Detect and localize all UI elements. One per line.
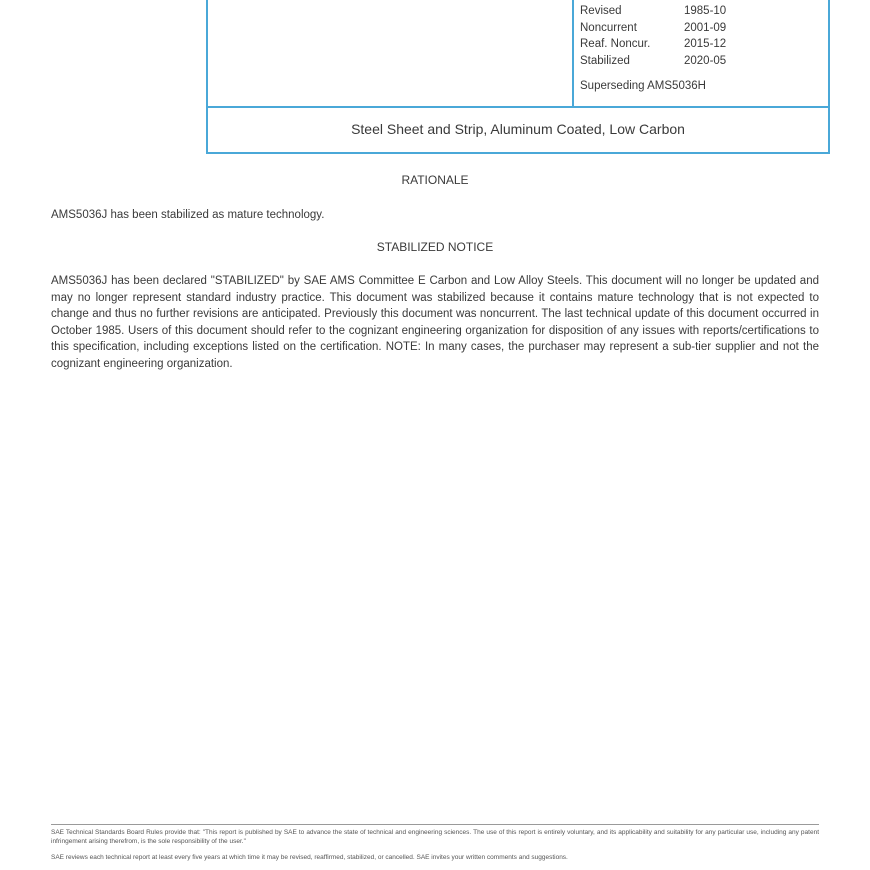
document-title: Steel Sheet and Strip, Aluminum Coated, Low Carbon	[351, 121, 685, 137]
date-label: Revised	[580, 5, 622, 17]
date-value: 2020-05	[684, 54, 727, 67]
document-header-box	[206, 0, 830, 154]
date-label: Noncurrent	[580, 21, 637, 34]
superseding-note: Superseding AMS5036H	[580, 80, 706, 92]
date-value: 1985-10	[684, 5, 727, 17]
footer-review-note: SAE reviews each technical report at least every five years at which time it may be revised, reaffirmed, stabilized, or cancelled. SAE invites your written comments and suggestions.	[51, 854, 568, 861]
date-label: Stabilized	[580, 54, 630, 67]
stabilized-notice-text: AMS5036J has been declared "STABILIZED" by SAE AMS Committee E Carbon and Low Alloy Steels. This document will no longer be updated and may no longer represent standard industry practice. This document was stabilized because it contains mature technology that is not expected to change and thus no further revisions are anticipated. Previously this document was noncurrent. The last technical update of this document occurred in October 1985. Users of this document should refer to the cognizant engineering organization for disposition of any issues with reports/certifications to this specification, including exceptions listed on the certification. NOTE: In many cases, the purchaser may represent a sub-tier supplier and not the cognizant engineering organization.	[51, 275, 819, 370]
footer-rule	[51, 824, 819, 825]
stabilized-notice-heading: STABILIZED NOTICE	[376, 240, 494, 254]
date-value: 2015-12	[684, 38, 727, 50]
footer-disclaimer: SAE Technical Standards Board Rules provide that: "This report is published by SAE to advance the state of technical and engineering sciences. The use of this report is entirely voluntary, and its applicability and suitability for any particular use, including any patent infringement arising therefrom, is the sole responsibility of the user."	[51, 829, 819, 845]
date-value: 2001-09	[684, 21, 727, 34]
date-row-reaffirmed	[580, 36, 820, 53]
date-label: Reaf. Noncur.	[580, 38, 651, 50]
header-divider	[572, 0, 574, 106]
date-row-revised	[580, 3, 820, 20]
date-row-stabilized	[580, 53, 820, 70]
rationale-heading: RATIONALE	[401, 173, 469, 187]
rationale-text: AMS5036J has been stabilized as mature technology.	[51, 209, 325, 221]
header-top-section	[208, 0, 828, 108]
date-row-noncurrent	[580, 20, 820, 37]
revision-dates	[580, 3, 820, 69]
